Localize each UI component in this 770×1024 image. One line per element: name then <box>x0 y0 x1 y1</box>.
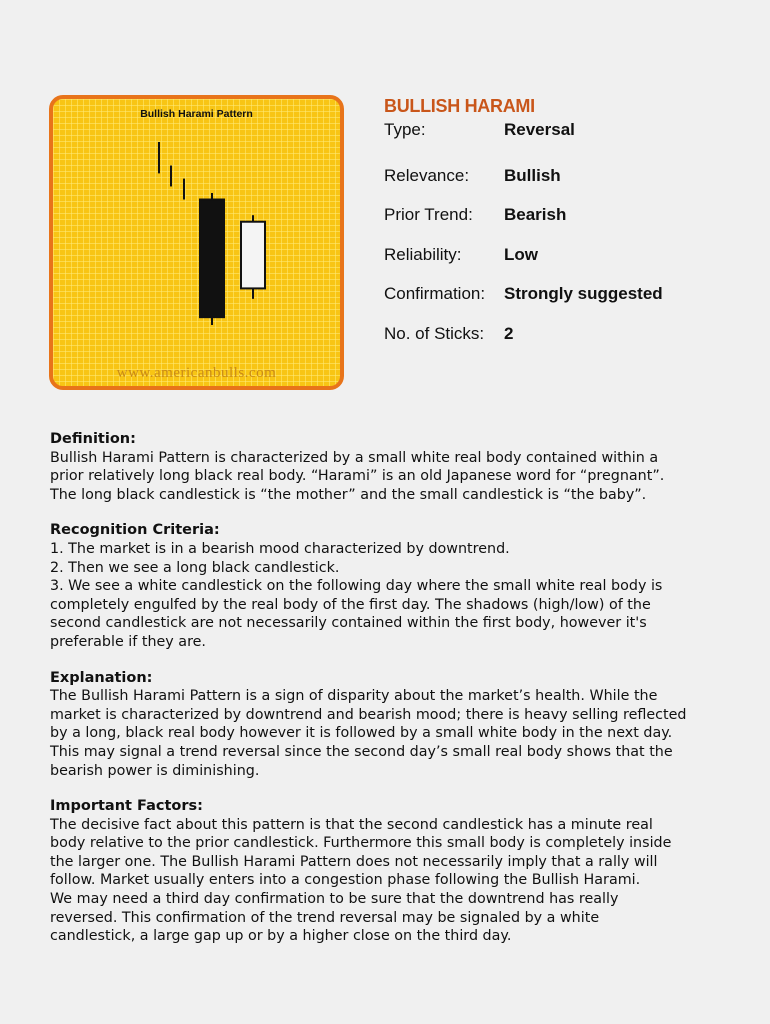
section <box>50 669 750 781</box>
section-line: preferable if they are. <box>50 633 206 650</box>
section-line: by a long, black real body however it is followed by a small white body in the next day. <box>50 725 673 742</box>
pattern-name: BULLISH HARAMI <box>384 96 535 116</box>
info-label: Reliability: <box>384 245 462 264</box>
section <box>50 521 750 651</box>
info-value: Bearish <box>504 205 567 224</box>
section-heading: Explanation: <box>50 669 153 686</box>
info-value: Strongly suggested <box>504 284 663 303</box>
info-value: Reversal <box>504 120 575 139</box>
watermark: www.americanbulls.com <box>116 365 277 381</box>
black-candle-body <box>200 200 224 318</box>
section-heading: Definition: <box>50 431 136 447</box>
section-line: bearish power is diminishing. <box>50 762 260 779</box>
section-line: second candlestick are not necessarily contained within the first body, however it's <box>50 615 647 632</box>
info-value: 2 <box>504 324 514 343</box>
description-sections <box>50 430 750 963</box>
section-line: The Bullish Harami Pattern is a sign of disparity about the market’s health. While the <box>50 688 658 705</box>
info-value: Low <box>504 245 538 264</box>
info-label: No. of Sticks: <box>384 324 485 343</box>
info-label: Relevance: <box>384 166 470 185</box>
section-line: candlestick, a large gap up or by a higher close on the third day. <box>50 928 512 945</box>
section-line: body relative to the prior candlestick. Furthermore this small body is completely inside <box>50 835 672 852</box>
section-line: 1. The market is in a bearish mood characterized by downtrend. <box>50 540 510 557</box>
section-line: reversed. This confirmation of the trend reversal may be signaled by a white <box>50 909 600 926</box>
section-line: market is characterized by downtrend and bearish mood; there is heavy selling reflected <box>50 706 687 723</box>
candlestick-chart <box>53 99 340 386</box>
section <box>50 797 750 946</box>
info-value: Bullish <box>504 166 561 185</box>
white-candle-body <box>241 222 265 289</box>
section-line: The decisive fact about this pattern is that the second candlestick has a minute real <box>50 816 653 833</box>
pattern-info <box>384 96 663 343</box>
section-heading: Recognition Criteria: <box>50 522 220 539</box>
info-label: Prior Trend: <box>384 205 473 224</box>
section-line: The long black candlestick is “the mother” and the small candlestick is “the baby”. <box>50 486 647 503</box>
pattern-figure <box>49 95 344 390</box>
figure-title: Bullish Harami Pattern <box>140 108 253 120</box>
info-label: Confirmation: <box>384 284 486 303</box>
section-line: Bullish Harami Pattern is characterized by a small white real body contained within a <box>50 449 659 466</box>
section-line: follow. Market usually enters into a congestion phase following the Bullish Harami. <box>50 872 641 889</box>
section-line: the larger one. The Bullish Harami Pattern does not necessarily imply that a rally will <box>50 853 658 870</box>
section-line: prior relatively long black real body. “Harami” is an old Japanese word for “pregnant”. <box>50 468 665 485</box>
info-label: Type: <box>384 120 426 139</box>
section-line: This may signal a trend reversal since the second day’s small real body shows that the <box>50 743 673 760</box>
section-line: completely engulfed by the real body of the first day. The shadows (high/low) of the <box>50 596 651 613</box>
section-line: We may need a third day confirmation to be sure that the downtrend has really <box>50 891 619 908</box>
section-heading: Important Factors: <box>50 798 203 815</box>
section <box>50 430 750 504</box>
section-line: 2. Then we see a long black candlestick. <box>50 559 340 576</box>
section-line: 3. We see a white candlestick on the following day where the small white real body is <box>50 578 663 595</box>
